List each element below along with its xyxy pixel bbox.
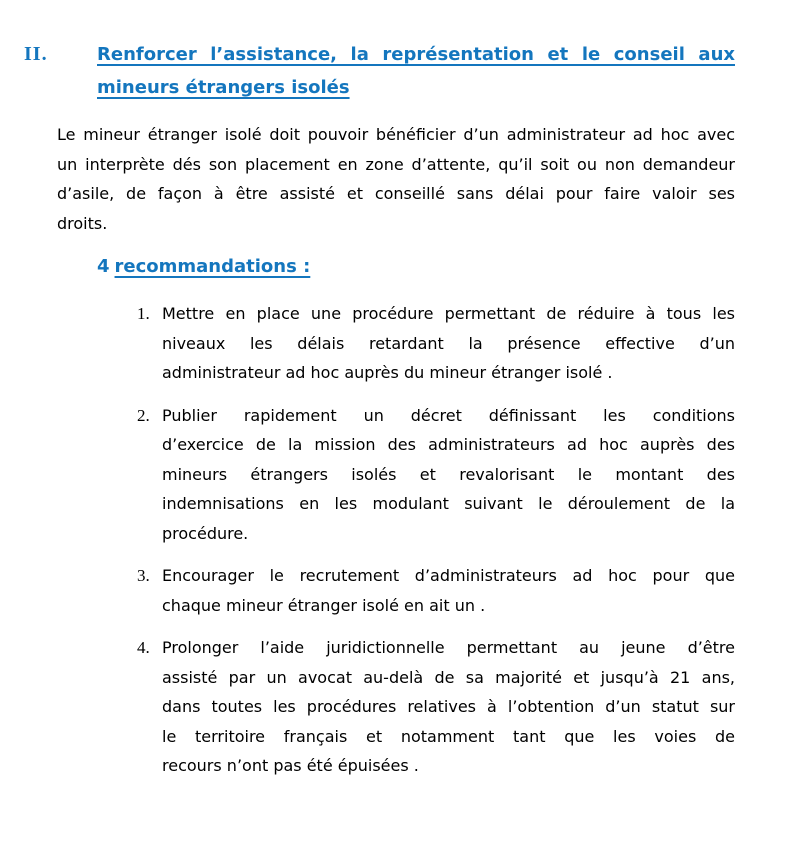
text-line: Publier rapidement un décret définissant les conditions — [162, 405, 735, 425]
item-text — [162, 299, 735, 388]
item-number: 4. — [137, 638, 150, 657]
item-number: 1. — [137, 304, 150, 323]
item-text — [162, 561, 735, 620]
recommendations-list — [0, 299, 787, 781]
recommendations-heading — [97, 252, 787, 282]
intro-paragraph — [57, 120, 735, 238]
text-line: administrateur ad hoc auprès du mineur étranger isolé . — [162, 363, 613, 382]
text-line: le territoire français et notamment tant que les voies de — [162, 726, 735, 746]
section-heading — [24, 38, 735, 104]
recommendations-count: 4 — [97, 256, 110, 277]
text-line: recours n’ont pas été épuisées . — [162, 756, 419, 775]
text-line: droits. — [57, 213, 108, 233]
recommendations-label: recommandations : — [114, 256, 311, 277]
text-line: chaque mineur étranger isolé en ait un . — [162, 595, 486, 615]
text-line: Mettre en place une procédure permettant de réduire à tous les — [162, 304, 735, 323]
text-line: Le mineur étranger isolé doit pouvoir bénéficier d’un administrateur ad hoc avec — [57, 125, 735, 144]
recommendation-item — [137, 299, 787, 388]
section-title — [97, 38, 735, 104]
text-line: indemnisations en les modulant suivant le déroulement de la — [162, 494, 735, 513]
item-number: 3. — [137, 566, 150, 585]
text-line: niveaux les délais retardant la présence effective d’un — [162, 333, 735, 353]
item-number: 2. — [137, 405, 150, 425]
text-line: mineurs étrangers isolés — [97, 77, 350, 98]
item-text — [162, 633, 735, 781]
text-line: un interprète dés son placement en zone d’attente, qu’il soit ou non demandeur — [57, 154, 735, 174]
text-line: mineurs étrangers isolés et revalorisant le montant des — [162, 464, 735, 484]
text-line: d’exercice de la mission des administrateurs ad hoc auprès des — [162, 435, 735, 454]
recommendation-item — [137, 561, 787, 620]
section-numeral: II. — [24, 43, 48, 65]
text-line: dans toutes les procédures relatives à l’obtention d’un statut sur — [162, 697, 735, 716]
item-text — [162, 401, 735, 549]
recommendation-item — [137, 633, 787, 781]
text-line: Prolonger l’aide juridictionnelle permettant au jeune d’être — [162, 638, 735, 657]
text-line: Renforcer l’assistance, la représentation et le conseil aux — [97, 44, 735, 65]
text-line: d’asile, de façon à être assisté et conseillé sans délai pour faire valoir ses — [57, 184, 735, 203]
text-line: Encourager le recrutement d’administrateurs ad hoc pour que — [162, 566, 735, 585]
recommendation-item — [137, 401, 787, 549]
text-line: assisté par un avocat au-delà de sa majorité et jusqu’à 21 ans, — [162, 667, 735, 687]
text-line: procédure. — [162, 523, 249, 543]
